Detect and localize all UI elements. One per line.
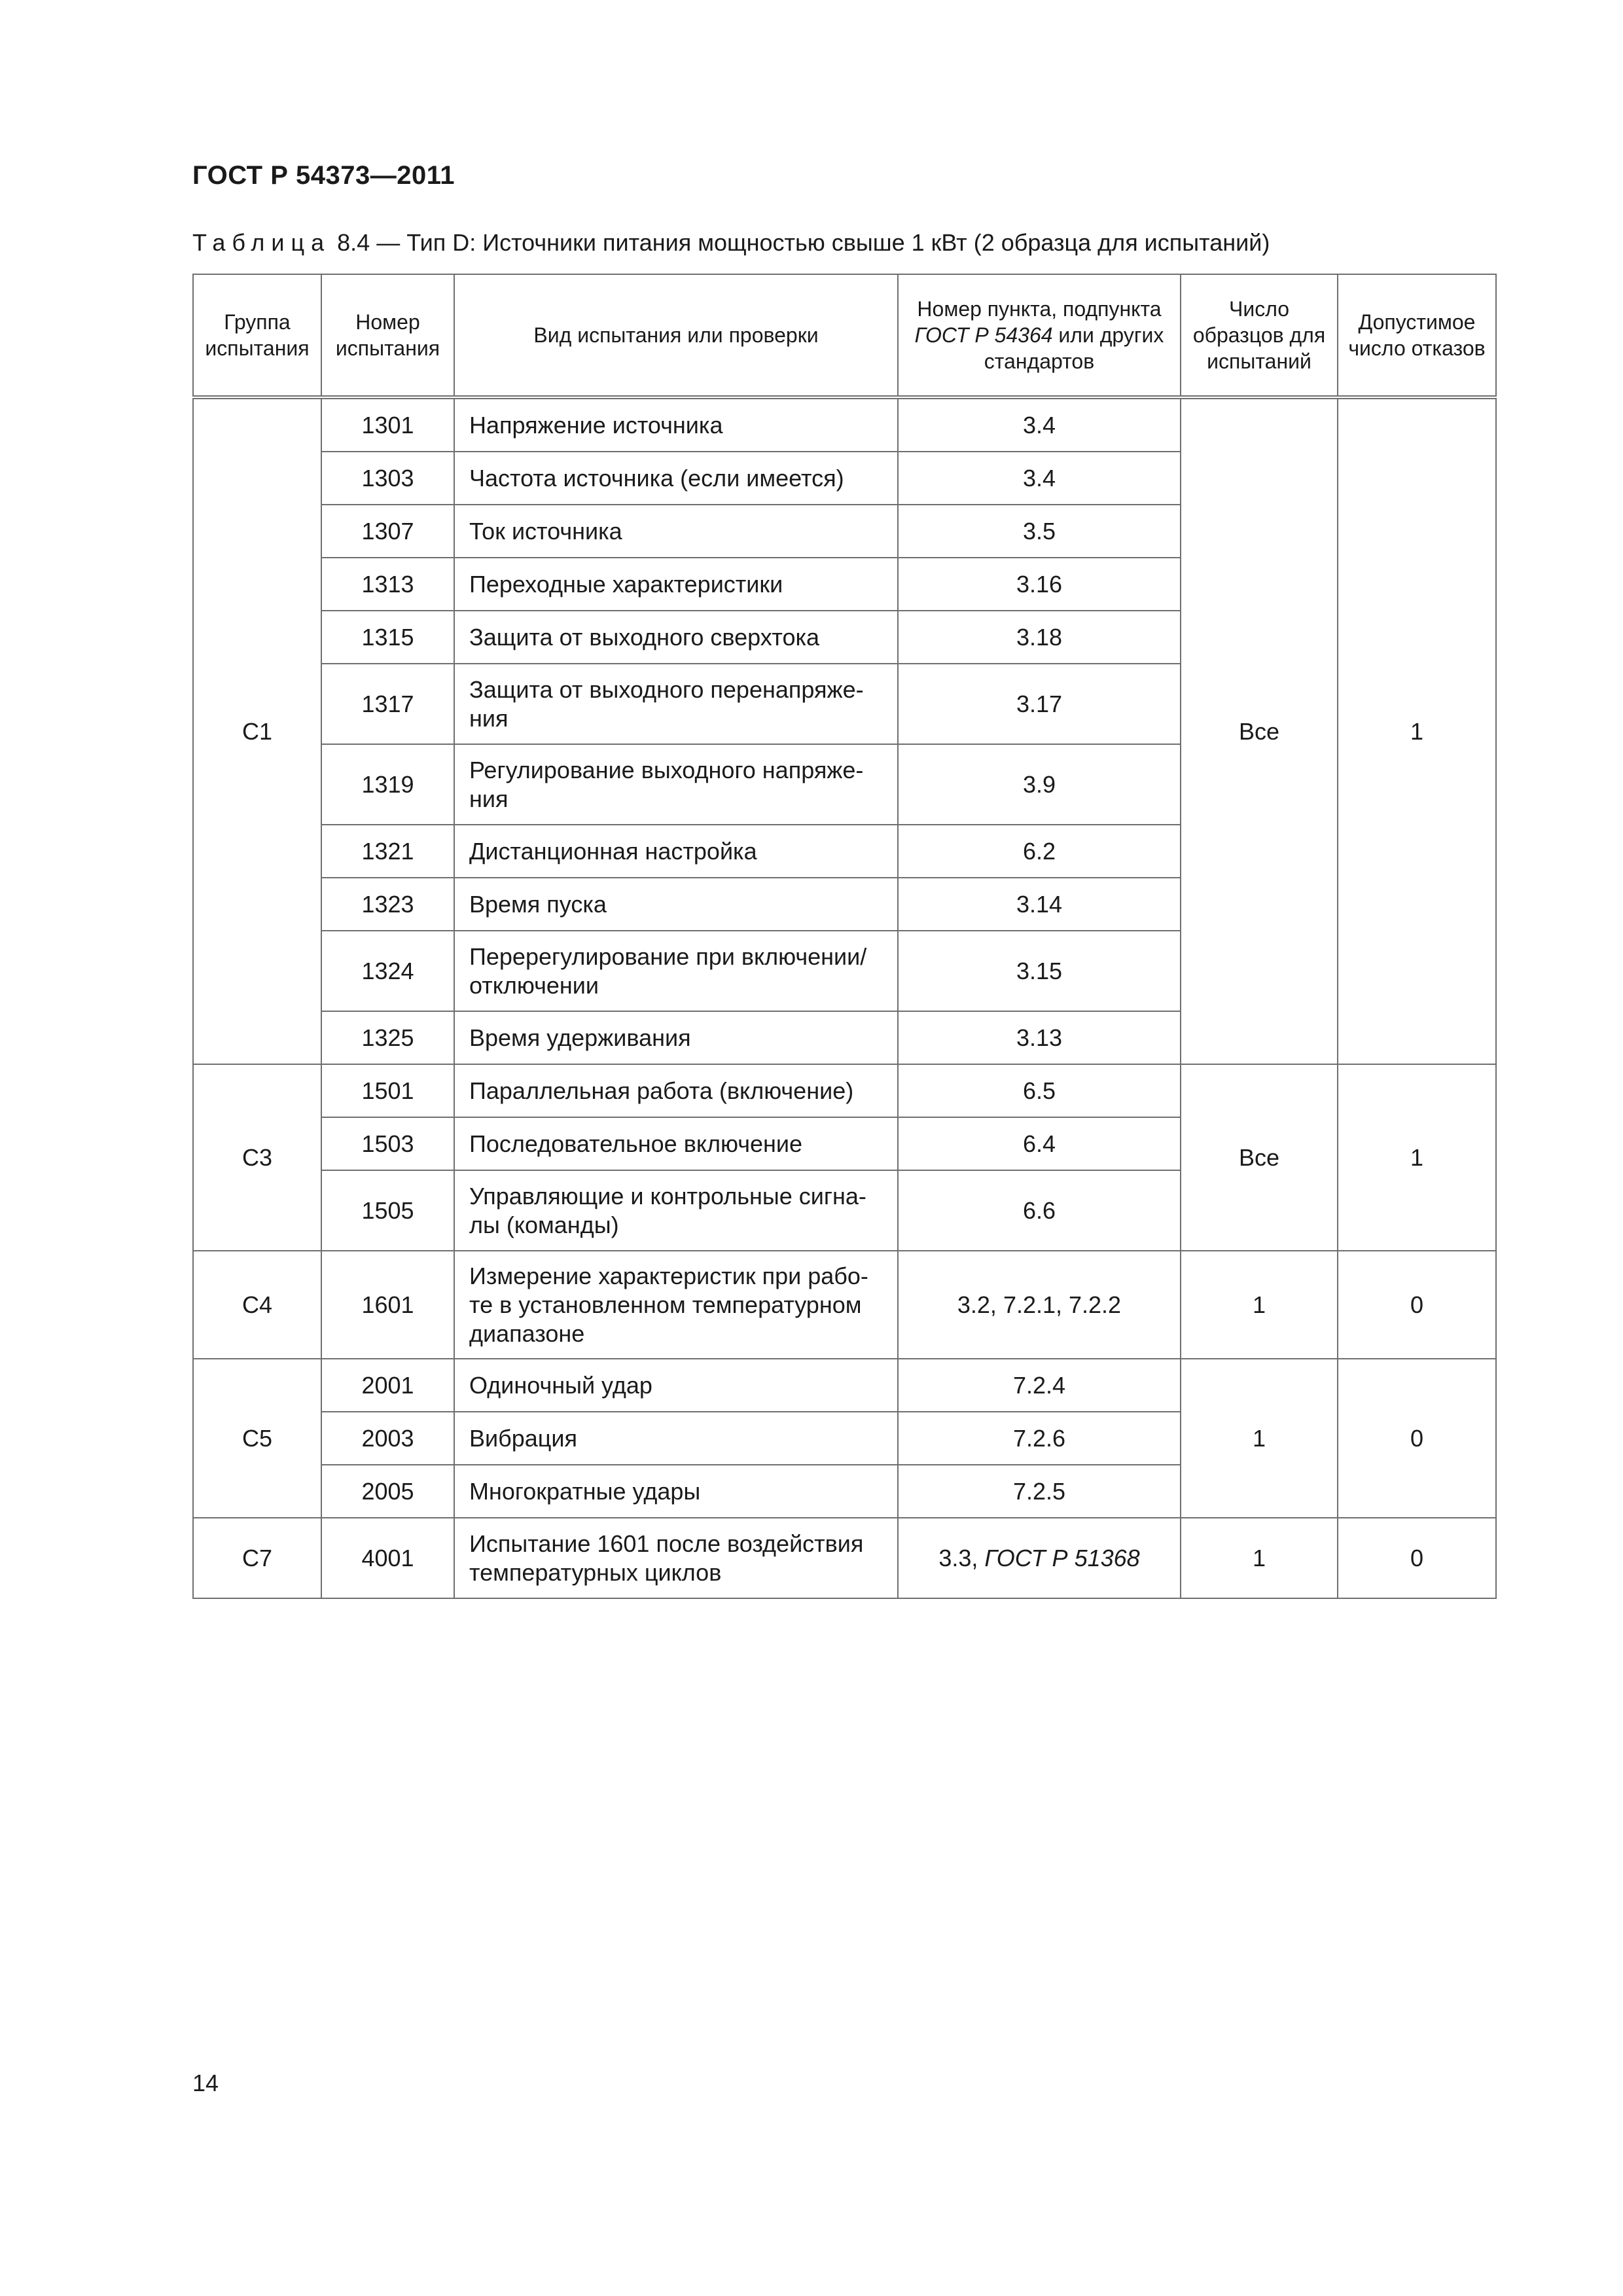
test-number: 1325 [321,1011,454,1064]
header-clause-suffix: или других стандартов [984,323,1164,373]
test-description: Время пуска [454,878,898,931]
test-number: 1303 [321,452,454,505]
clause-cell: 7.2.4 [898,1359,1181,1412]
clause-cell [898,1518,1181,1598]
clause-cell: 3.14 [898,878,1181,931]
clause-cell: 6.4 [898,1117,1181,1170]
clause-cell: 6.6 [898,1170,1181,1251]
clause-cell: 3.4 [898,452,1181,505]
failures-cell: 0 [1338,1251,1496,1359]
page-number: 14 [192,2070,219,2096]
header-group: Группа испытания [193,274,321,397]
failures-cell: 0 [1338,1359,1496,1518]
clause-italic: ГОСТ Р 51368 [984,1544,1140,1571]
header-kind: Вид испытания или проверки [454,274,898,397]
test-number: 2001 [321,1359,454,1412]
samples-cell: 1 [1181,1518,1338,1598]
failures-cell: 1 [1338,397,1496,1064]
table-header-row [193,274,1496,397]
test-description: Регулирование выходного напряже-ния [454,744,898,825]
test-description: Перерегулирование при включении/ отключении [454,931,898,1011]
test-number: 4001 [321,1518,454,1598]
clause-cell: 3.18 [898,611,1181,664]
test-number: 1601 [321,1251,454,1359]
clause-cell: 3.4 [898,397,1181,452]
group-cell: C4 [193,1251,321,1359]
test-table [192,274,1497,1599]
samples-cell: 1 [1181,1359,1338,1518]
document-title: ГОСТ Р 54373—2011 [192,161,455,190]
failures-cell: 0 [1338,1518,1496,1598]
table-caption-text: 8.4 — Тип D: Источники питания мощностью свыше 1 кВт (2 образца для испытаний) [330,229,1270,256]
test-description: Измерение характеристик при рабо-те в установленном температурном диапазоне [454,1251,898,1359]
test-number: 1315 [321,611,454,664]
group-cell: C1 [193,397,321,1064]
test-description: Многократные удары [454,1465,898,1518]
clause-cell: 3.2, 7.2.1, 7.2.2 [898,1251,1181,1359]
table-caption-label: Таблица [192,229,331,256]
table-row [193,1064,1496,1117]
clause-cell: 6.2 [898,825,1181,878]
table-row [193,397,1496,452]
clause-prefix: 3.3, [938,1544,985,1571]
test-number: 1505 [321,1170,454,1251]
test-description: Частота источника (если имеется) [454,452,898,505]
test-description: Параллельная работа (включение) [454,1064,898,1117]
test-description: Переходные характеристики [454,558,898,611]
samples-cell: Все [1181,397,1338,1064]
test-number: 2003 [321,1412,454,1465]
test-number: 1313 [321,558,454,611]
test-description: Последовательное включение [454,1117,898,1170]
clause-cell: 6.5 [898,1064,1181,1117]
test-number: 1503 [321,1117,454,1170]
test-description: Напряжение источника [454,397,898,452]
clause-cell: 3.17 [898,664,1181,744]
clause-cell: 3.5 [898,505,1181,558]
test-number: 1301 [321,397,454,452]
group-cell: C5 [193,1359,321,1518]
samples-cell: 1 [1181,1251,1338,1359]
group-cell: C3 [193,1064,321,1251]
header-samples: Число образцов для испытаний [1181,274,1338,397]
test-description: Одиночный удар [454,1359,898,1412]
test-description: Испытание 1601 после воздействия температурных циклов [454,1518,898,1598]
header-number: Номер испытания [321,274,454,397]
test-number: 1307 [321,505,454,558]
test-number: 1319 [321,744,454,825]
test-number: 1323 [321,878,454,931]
table-caption [192,229,1270,257]
test-number: 1501 [321,1064,454,1117]
header-clause-prefix: Номер пункта, подпункта [917,297,1162,321]
clause-cell: 7.2.5 [898,1465,1181,1518]
test-description: Время удерживания [454,1011,898,1064]
clause-cell: 3.15 [898,931,1181,1011]
header-failures: Допустимое число отказов [1338,274,1496,397]
clause-cell: 3.13 [898,1011,1181,1064]
test-description: Управляющие и контрольные сигна-лы (команды) [454,1170,898,1251]
table-row [193,1251,1496,1359]
header-clause [898,274,1181,397]
clause-cell: 3.9 [898,744,1181,825]
table-row [193,1359,1496,1412]
test-description: Защита от выходного перенапряже-ния [454,664,898,744]
test-number: 1324 [321,931,454,1011]
clause-cell: 3.16 [898,558,1181,611]
test-number: 1321 [321,825,454,878]
failures-cell: 1 [1338,1064,1496,1251]
samples-cell: Все [1181,1064,1338,1251]
test-description: Дистанционная настройка [454,825,898,878]
test-description: Защита от выходного сверхтока [454,611,898,664]
clause-cell: 7.2.6 [898,1412,1181,1465]
test-number: 2005 [321,1465,454,1518]
header-clause-italic: ГОСТ Р 54364 [914,323,1053,347]
test-description: Вибрация [454,1412,898,1465]
group-cell: C7 [193,1518,321,1598]
test-number: 1317 [321,664,454,744]
test-description: Ток источника [454,505,898,558]
table-row [193,1518,1496,1598]
